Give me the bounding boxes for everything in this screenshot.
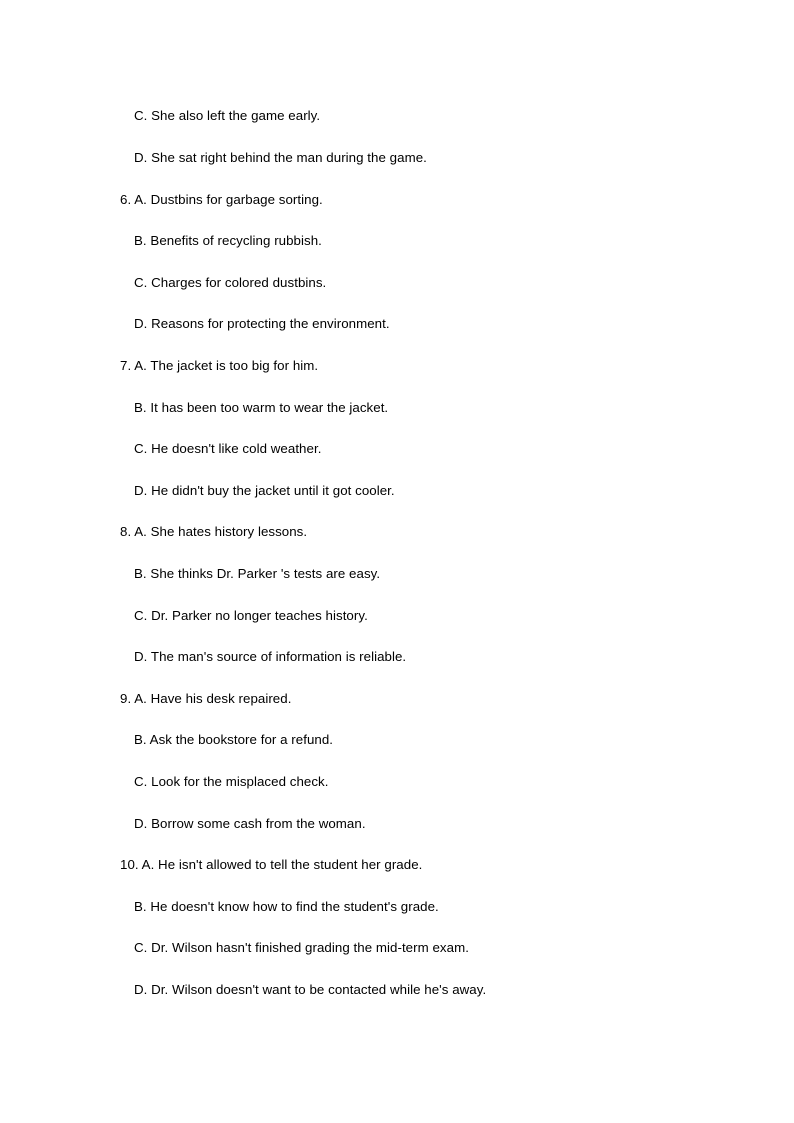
- option-8b: B. She thinks Dr. Parker 's tests are easy.: [134, 566, 381, 581]
- option-6c: C. Charges for colored dustbins.: [134, 275, 327, 290]
- option-9c: C. Look for the misplaced check.: [134, 774, 329, 789]
- option-10b: B. He doesn't know how to find the student's grade.: [134, 899, 439, 914]
- option-8d: D. The man's source of information is reliable.: [134, 649, 407, 664]
- option-9b: B. Ask the bookstore for a refund.: [134, 732, 334, 747]
- question-9-option-a: 9. A. Have his desk repaired.: [120, 691, 292, 706]
- option-7d: D. He didn't buy the jacket until it got cooler.: [134, 483, 395, 498]
- option-6d: D. Reasons for protecting the environment.: [134, 316, 390, 331]
- option-10c: C. Dr. Wilson hasn't finished grading the mid-term exam.: [134, 940, 469, 955]
- option-8c: C. Dr. Parker no longer teaches history.: [134, 608, 368, 623]
- question-6-option-a: 6. A. Dustbins for garbage sorting.: [120, 192, 323, 207]
- question-10-option-a: 10. A. He isn't allowed to tell the student her grade.: [120, 857, 423, 872]
- option-7b: B. It has been too warm to wear the jacket.: [134, 400, 389, 415]
- option-5c: C. She also left the game early.: [134, 108, 321, 123]
- question-7-option-a: 7. A. The jacket is too big for him.: [120, 358, 319, 373]
- question-8-option-a: 8. A. She hates history lessons.: [120, 524, 308, 539]
- option-10d: D. Dr. Wilson doesn't want to be contacted while he's away.: [134, 982, 487, 997]
- option-9d: D. Borrow some cash from the woman.: [134, 816, 366, 831]
- option-5d: D. She sat right behind the man during the game.: [134, 150, 427, 165]
- option-7c: C. He doesn't like cold weather.: [134, 441, 322, 456]
- option-6b: B. Benefits of recycling rubbish.: [134, 233, 322, 248]
